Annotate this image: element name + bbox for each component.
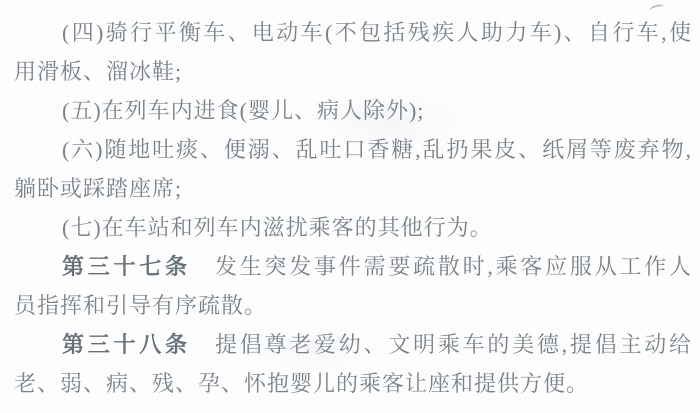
article-37-body: 发生突发事件需要疏散时,乘客应服从工作人 (215, 254, 692, 279)
clause-item-4 (14, 13, 692, 91)
text-line (14, 325, 692, 364)
article-38-body: 提倡尊老爱幼、文明乘车的美德,提倡主动给 (215, 332, 692, 357)
text-line: 老、弱、病、残、孕、怀抱婴儿的乘客让座和提供方便。 (14, 371, 590, 396)
text-line: (六)随地吐痰、便溺、乱吐口香糖,乱扔果皮、纸屑等废弃物, (62, 137, 692, 162)
text-line: (四)骑行平衡车、电动车(不包括残疾人助力车)、自行车,使 (62, 20, 692, 45)
text-line: (五)在列车内进食(婴儿、病人除外); (62, 98, 425, 123)
article-38-number: 第三十八条 (62, 332, 191, 357)
clause-item-6 (14, 130, 692, 208)
clause-item-5 (14, 91, 692, 130)
text-line: 员指挥和引导有序疏散。 (14, 293, 268, 318)
text-line: 用滑板、溜冰鞋; (14, 59, 183, 84)
text-line (14, 247, 692, 286)
article-38 (14, 325, 692, 403)
clause-item-7 (14, 208, 692, 247)
article-37 (14, 247, 692, 325)
article-37-number: 第三十七条 (62, 254, 191, 279)
regulation-text (14, 13, 692, 403)
text-line: 躺卧或踩踏座席; (14, 176, 183, 201)
text-line: (七)在车站和列车内滋扰乘客的其他行为。 (62, 215, 493, 240)
